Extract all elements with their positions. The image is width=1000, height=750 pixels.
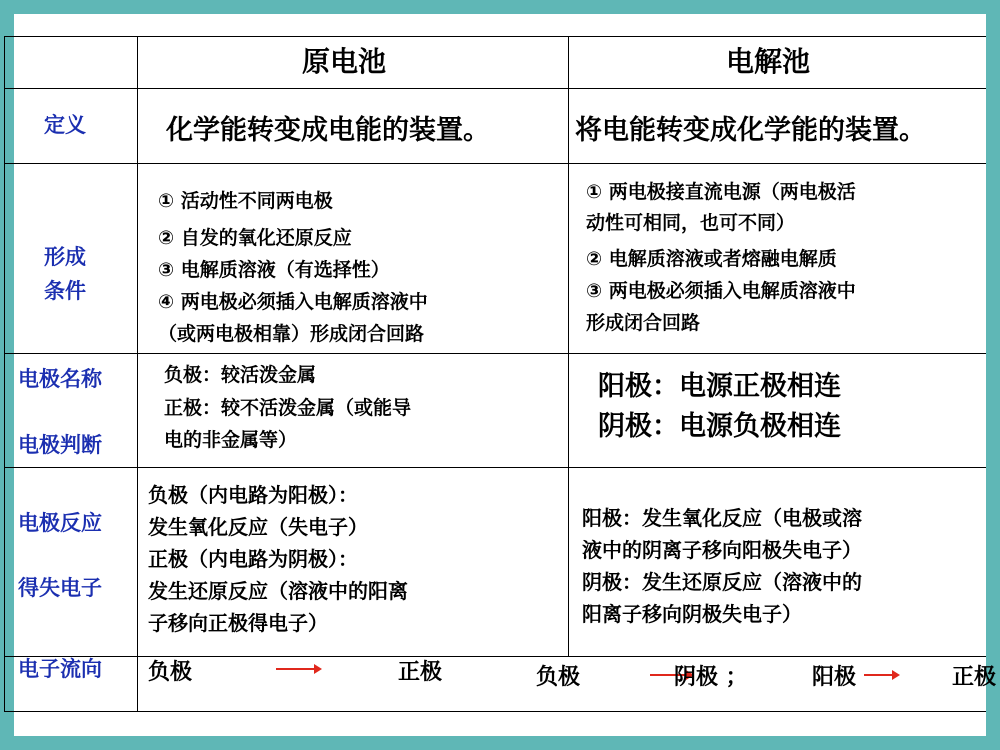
conditions-galvanic-4: ④ 两电极必须插入电解质溶液中 [158, 291, 428, 313]
row-label-electron-flow: 电子流向 [18, 657, 102, 681]
reaction-galvanic-3: 正极（内电路为阴极）： [148, 547, 358, 571]
flow-electrolytic-mid: 阴极 ； [674, 665, 748, 690]
table-border-top [4, 36, 986, 37]
reaction-electrolytic-1: 阳极：发生氧化反应（电极或溶 [582, 506, 862, 530]
reaction-galvanic-5: 子移向正极得电子） [148, 611, 328, 635]
conditions-galvanic-2: ② 自发的氧化还原反应 [158, 227, 352, 249]
col-divider-2 [568, 36, 569, 656]
conditions-galvanic-3: ③ 电解质溶液（有选择性） [158, 259, 390, 281]
flow-electrolytic-from: 负极 [536, 665, 581, 690]
conditions-galvanic-5: （或两电极相靠）形成闭合回路 [158, 323, 425, 345]
row-label-conditions-2: 条件 [44, 279, 86, 303]
row-label-definition: 定义 [44, 113, 86, 137]
row-label-conditions-1: 形成 [44, 245, 86, 269]
row-label-electrode-judge: 电极判断 [18, 433, 102, 457]
col-divider-1 [137, 36, 138, 712]
definition-galvanic: 化学能转变成电能的装置。 [166, 115, 490, 146]
header-galvanic-cell: 原电池 [302, 45, 387, 78]
electrode-galvanic-1: 负极：较活泼金属 [164, 364, 317, 386]
electrode-galvanic-3: 电的非金属等） [164, 429, 298, 451]
row-label-reaction: 电极反应 [18, 511, 102, 535]
reaction-electrolytic-3: 阴极：发生还原反应（溶液中的 [582, 570, 862, 594]
row-divider-4 [4, 467, 986, 468]
header-electrolytic-cell: 电解池 [726, 45, 811, 78]
reaction-electrolytic-4: 阳离子移向阴极失电子） [582, 602, 802, 626]
flow-galvanic-arrow [276, 668, 320, 670]
reaction-galvanic-2: 发生氧化反应（失电子） [148, 515, 368, 539]
row-label-electrode-name: 电极名称 [18, 367, 102, 391]
conditions-electrolytic-4: ③ 两电极必须插入电解质溶液中 [586, 280, 856, 302]
conditions-electrolytic-3: ② 电解质溶液或者熔融电解质 [586, 248, 837, 270]
flow-electrolytic-arrow-2 [864, 674, 898, 676]
row-divider-2 [4, 163, 986, 164]
table-border-left [4, 36, 5, 712]
electrode-galvanic-2: 正极：较不活泼金属（或能导 [164, 397, 412, 419]
flow-galvanic-to: 正极 [398, 660, 443, 685]
reaction-electrolytic-2: 液中的阴离子移向阳极失电子） [582, 538, 862, 562]
conditions-electrolytic-1: ① 两电极接直流电源（两电极活 [586, 181, 856, 203]
row-divider-3 [4, 353, 986, 354]
conditions-galvanic-1: ① 活动性不同两电极 [158, 190, 333, 212]
flow-electrolytic-from2: 阳极 [812, 665, 857, 690]
row-divider-1 [4, 88, 986, 89]
conditions-electrolytic-2: 动性可相同，也可不同） [586, 212, 796, 234]
flow-galvanic-from: 负极 [148, 660, 193, 685]
definition-electrolytic: 将电能转变成化学能的装置。 [575, 115, 926, 146]
electrode-electrolytic-1: 阳极：电源正极相连 [598, 371, 841, 402]
conditions-electrolytic-5: 形成闭合回路 [586, 312, 701, 334]
flow-electrolytic-to: 正极 [952, 665, 997, 690]
electrode-electrolytic-2: 阴极：电源负极相连 [598, 411, 841, 442]
row-label-electron-gain-loss: 得失电子 [18, 576, 102, 600]
reaction-galvanic-1: 负极（内电路为阳极）： [148, 483, 358, 507]
table-border-bottom [4, 711, 986, 712]
slide [14, 14, 997, 736]
reaction-galvanic-4: 发生还原反应（溶液中的阳离 [148, 579, 408, 603]
